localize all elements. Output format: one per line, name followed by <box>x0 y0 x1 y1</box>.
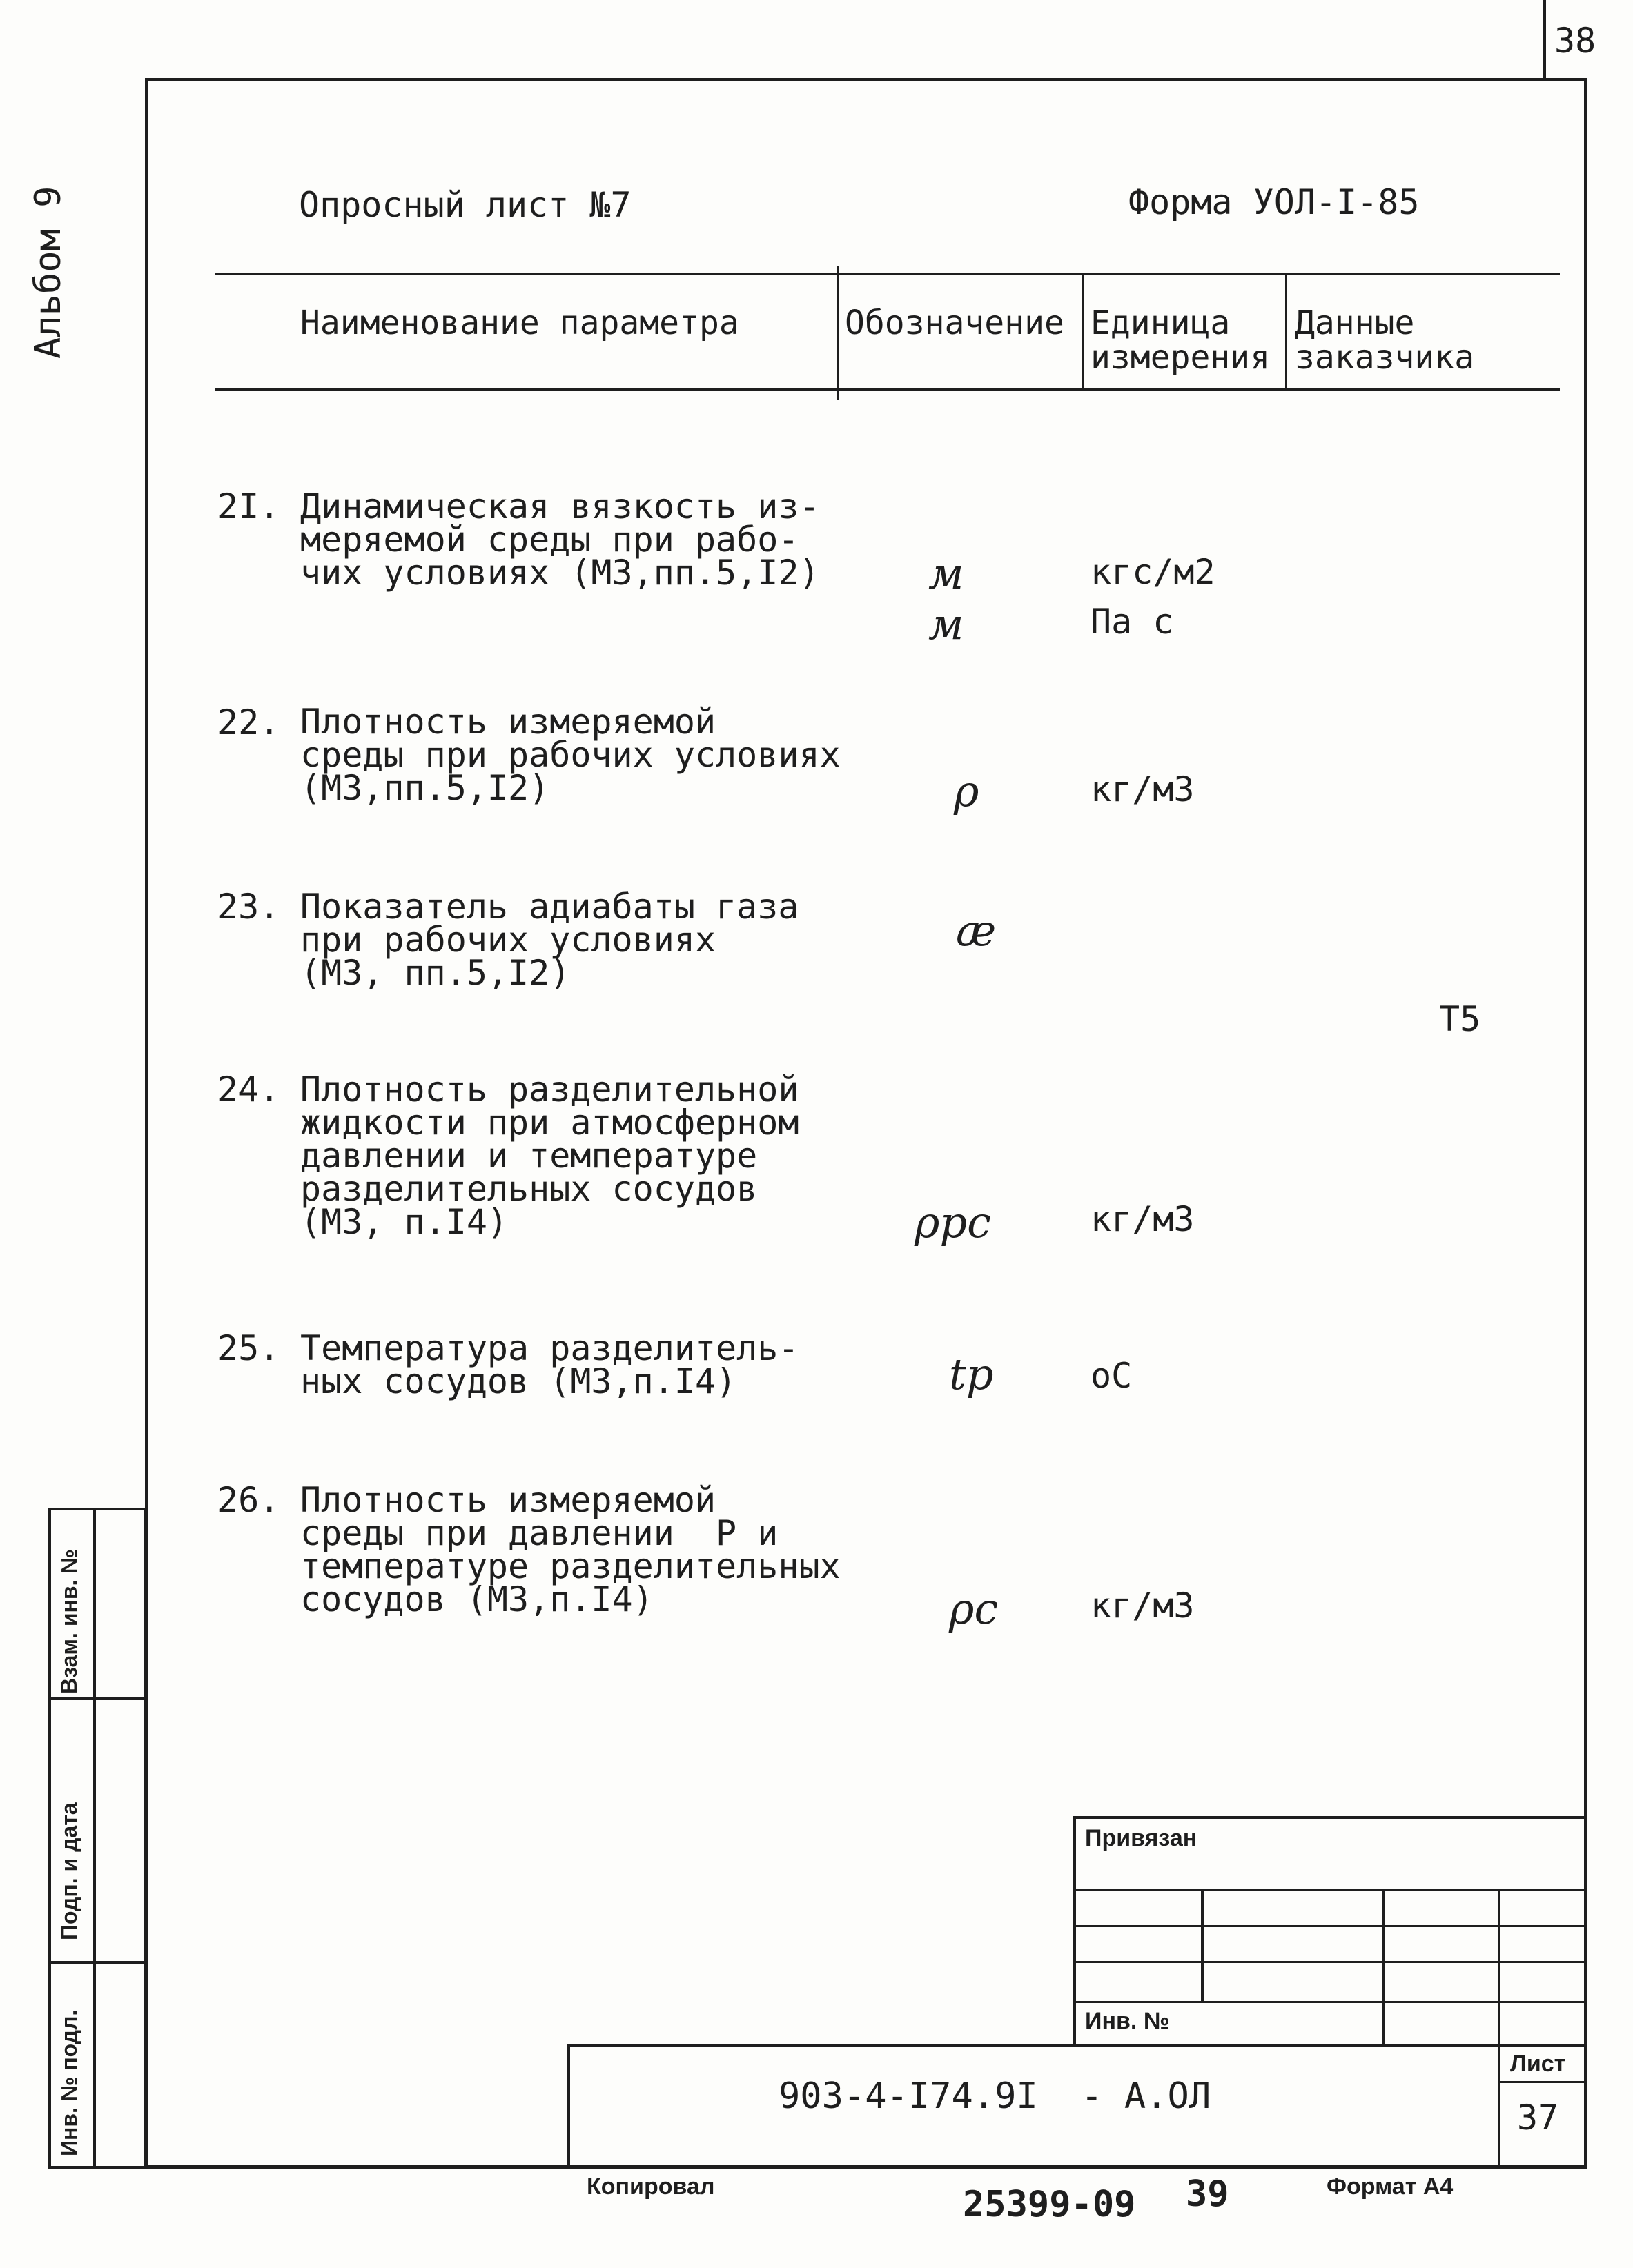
title-block-grid-line <box>1073 2001 1587 2003</box>
title-block-grid-line <box>1073 1925 1587 1927</box>
row-text-line: жидкости при атмосферном <box>300 1103 799 1143</box>
row-text-line: среды при давлении Р и <box>300 1513 779 1553</box>
row-number: 25. <box>217 1328 280 1368</box>
row-text-line: (М3, п.I4) <box>300 1202 509 1242</box>
left-stamp-row-line-2 <box>48 1961 146 1964</box>
title-block-grid-col <box>1382 1889 1385 2044</box>
row-number: 23. <box>217 887 280 927</box>
table-header-bottom-line <box>215 388 1560 391</box>
order-page: 39 <box>1186 2173 1229 2215</box>
row-unit: Па с <box>1091 602 1174 642</box>
page-number: 38 <box>1554 21 1596 61</box>
doc-code-top-line <box>567 2044 1587 2047</box>
title-block-grid-col <box>1201 1889 1204 2001</box>
row-text-line: ных сосудов (М3,п.I4) <box>300 1361 737 1401</box>
title-block-grid-line <box>1073 1889 1587 1891</box>
title-block-grid-col <box>1498 1889 1500 2169</box>
stamp-podp-label: Подп. и дата <box>57 1802 81 1940</box>
column-header-unit-1: Единица <box>1091 304 1231 342</box>
album-label: Альбом 9 <box>28 186 69 359</box>
row-text-line: давлении и температуре <box>300 1136 758 1176</box>
row-text-line: разделительных сосудов <box>300 1169 758 1209</box>
row-text-line: среды при рабочих условиях <box>300 735 841 775</box>
document-code: 903-4-I74.9I - А.ОЛ <box>779 2075 1211 2117</box>
stamp-vzam-label: Взам. инв. № <box>57 1549 81 1694</box>
row-number: 22. <box>217 702 280 742</box>
col-divider-3 <box>1285 273 1287 388</box>
column-header-customer-2: заказчика <box>1295 338 1475 377</box>
format-label: Формат А4 <box>1327 2173 1454 2200</box>
row-unit: оС <box>1091 1356 1133 1396</box>
row-text-line: Плотность измеряемой <box>300 1480 716 1520</box>
margin-note: Т5 <box>1439 999 1481 1039</box>
row-unit: кг/м3 <box>1091 1199 1195 1239</box>
page-number-divider <box>1543 0 1546 79</box>
column-header-unit-2: измерения <box>1091 338 1271 377</box>
row-number: 24. <box>217 1069 280 1110</box>
title-block-top-line <box>1073 1816 1587 1819</box>
list-number: 37 <box>1517 2098 1559 2138</box>
row-symbol: ρ <box>954 766 979 816</box>
row-symbol: м <box>928 549 964 599</box>
row-text-line: чих условиях (М3,пп.5,I2) <box>300 553 820 593</box>
row-text-line: температуре разделительных <box>300 1546 841 1586</box>
row-text-line: Плотность разделительной <box>300 1069 799 1110</box>
title-block-left-border <box>1073 1816 1076 2044</box>
row-text-line: Показатель адиабаты газа <box>300 887 799 927</box>
row-text-line: Динамическая вязкость из- <box>300 486 820 526</box>
row-unit: кг/м3 <box>1091 1586 1195 1626</box>
row-text-line: Плотность измеряемой <box>300 702 716 742</box>
row-unit: кг/м3 <box>1091 769 1195 809</box>
inv-no-label: Инв. № <box>1085 2008 1170 2034</box>
column-header-customer-1: Данные <box>1295 304 1415 342</box>
left-stamp-inner-divider <box>93 1508 96 2169</box>
form-code: Форма УОЛ-I-85 <box>1128 182 1420 222</box>
row-symbol: ρрс <box>915 1197 991 1248</box>
title-block-grid-line <box>1073 1961 1587 1963</box>
row-text-line: (М3, пп.5,I2) <box>300 953 571 993</box>
row-text-line: сосудов (М3,п.I4) <box>300 1579 654 1619</box>
row-symbol: tр <box>949 1349 994 1399</box>
row-text-line: при рабочих условиях <box>300 920 716 960</box>
row-number: 2I. <box>217 486 280 526</box>
list-label-divider <box>1498 2081 1587 2083</box>
row-unit: кгс/м2 <box>1091 552 1215 592</box>
privyazan-label: Привязан <box>1085 1825 1197 1851</box>
row-text-line: (М3,пп.5,I2) <box>300 768 550 808</box>
col-divider-2 <box>1082 273 1084 388</box>
row-symbol: м <box>928 599 964 649</box>
row-symbol: ρс <box>949 1584 999 1634</box>
copied-label: Копировал <box>587 2173 715 2200</box>
column-header-name: Наименование параметра <box>300 304 739 342</box>
row-number: 26. <box>217 1480 280 1520</box>
col-divider-1 <box>837 266 839 400</box>
row-symbol: æ <box>956 905 997 956</box>
table-header-top-line <box>215 273 1560 275</box>
stamp-inv-label: Инв. № подл. <box>57 2009 81 2156</box>
row-text-line: меряемой среды при рабо- <box>300 520 799 560</box>
row-text-line: Температура разделитель- <box>300 1328 799 1368</box>
questionnaire-title: Опросный лист №7 <box>299 185 632 225</box>
left-stamp-row-line-1 <box>48 1697 146 1700</box>
list-label: Лист <box>1510 2051 1566 2077</box>
order-number: 25399-09 <box>963 2184 1136 2225</box>
column-header-symbol: Обозначение <box>845 304 1064 342</box>
doc-code-left-border <box>567 2044 570 2169</box>
